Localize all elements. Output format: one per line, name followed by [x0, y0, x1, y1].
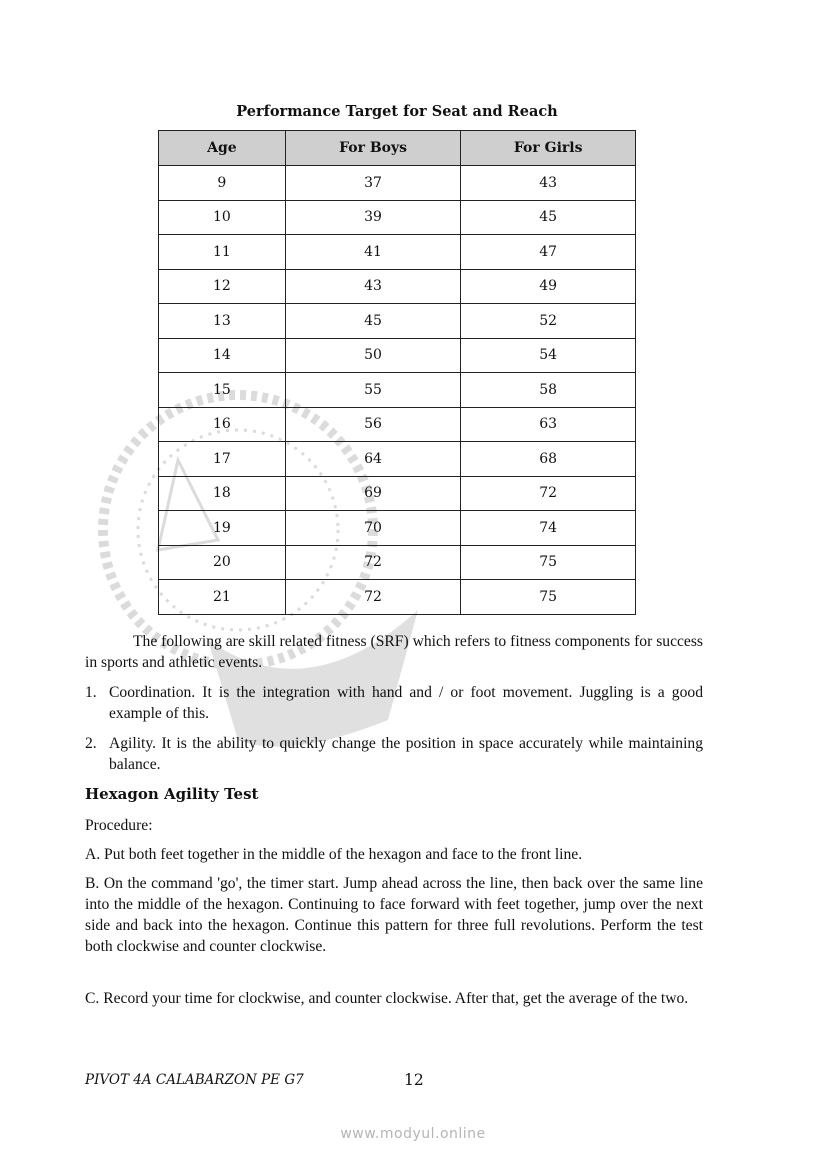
cell-girls: 54: [461, 338, 636, 373]
table-row: [159, 580, 636, 615]
table-row: [159, 269, 636, 304]
performance-table: [158, 130, 636, 615]
list-text: Coordination. It is the integration with hand and / or foot movement. Juggling is a good example of this.: [109, 684, 703, 722]
cell-girls: 43: [461, 166, 636, 201]
cell-boys: 50: [285, 338, 461, 373]
cell-age: 13: [159, 304, 286, 339]
table-header-row: [159, 131, 636, 166]
table-title: Performance Target for Seat and Reach: [236, 103, 558, 120]
step-b: B. On the command 'go', the timer start. Jump ahead across the line, then back over the same line into the middle of the hexagon. Continuing to face forward with feet together, jump over the next side and back into the hexagon. Continue this pattern for three full revolutions. Perform the test both clockwise and counter clockwise.: [85, 875, 703, 955]
table-row: [159, 373, 636, 408]
cell-girls: 74: [461, 511, 636, 546]
cell-age: 19: [159, 511, 286, 546]
cell-boys: 69: [285, 476, 461, 511]
cell-girls: 52: [461, 304, 636, 339]
footer-module-label: PIVOT 4A CALABARZON PE G7: [85, 1072, 304, 1088]
cell-girls: 75: [461, 580, 636, 615]
header-girls: For Girls: [461, 131, 636, 166]
cell-girls: 68: [461, 442, 636, 477]
table-row: [159, 200, 636, 235]
cell-age: 16: [159, 407, 286, 442]
list-text: Agility. It is the ability to quickly change the position in space accurately while maintaining balance.: [109, 735, 703, 773]
list-item: [85, 682, 703, 724]
list-number: 1.: [85, 684, 97, 701]
cell-boys: 55: [285, 373, 461, 408]
table-row: [159, 545, 636, 580]
cell-boys: 41: [285, 235, 461, 270]
cell-age: 10: [159, 200, 286, 235]
srf-list: [85, 682, 703, 784]
table-row: [159, 407, 636, 442]
cell-boys: 45: [285, 304, 461, 339]
cell-age: 21: [159, 580, 286, 615]
intro-paragraph: The following are skill related fitness (SRF) which refers to fitness components for success in sports and athletic events.: [85, 633, 703, 671]
table-row: [159, 511, 636, 546]
table-row: [159, 338, 636, 373]
cell-girls: 45: [461, 200, 636, 235]
cell-age: 18: [159, 476, 286, 511]
cell-boys: 56: [285, 407, 461, 442]
cell-age: 20: [159, 545, 286, 580]
cell-boys: 37: [285, 166, 461, 201]
header-boys: For Boys: [285, 131, 461, 166]
cell-girls: 63: [461, 407, 636, 442]
cell-age: 15: [159, 373, 286, 408]
list-number: 2.: [85, 735, 97, 752]
cell-boys: 39: [285, 200, 461, 235]
cell-girls: 72: [461, 476, 636, 511]
table-row: [159, 235, 636, 270]
table-row: [159, 476, 636, 511]
site-watermark: www.modyul.online: [340, 1126, 486, 1142]
cell-girls: 75: [461, 545, 636, 580]
cell-age: 12: [159, 269, 286, 304]
cell-age: 17: [159, 442, 286, 477]
cell-boys: 70: [285, 511, 461, 546]
cell-girls: 58: [461, 373, 636, 408]
cell-girls: 47: [461, 235, 636, 270]
cell-age: 11: [159, 235, 286, 270]
cell-boys: 64: [285, 442, 461, 477]
cell-age: 14: [159, 338, 286, 373]
table-row: [159, 304, 636, 339]
page-number: 12: [404, 1071, 424, 1089]
cell-boys: 43: [285, 269, 461, 304]
step-c: C. Record your time for clockwise, and counter clockwise. After that, get the average of the two.: [85, 990, 689, 1007]
table-row: [159, 166, 636, 201]
cell-boys: 72: [285, 545, 461, 580]
header-age: Age: [159, 131, 286, 166]
section-heading: Hexagon Agility Test: [85, 785, 259, 803]
cell-girls: 49: [461, 269, 636, 304]
step-a: A. Put both feet together in the middle of the hexagon and face to the front line.: [85, 846, 583, 863]
list-item: [85, 733, 703, 775]
procedure-label: Procedure:: [85, 817, 153, 834]
cell-age: 9: [159, 166, 286, 201]
table-row: [159, 442, 636, 477]
cell-boys: 72: [285, 580, 461, 615]
